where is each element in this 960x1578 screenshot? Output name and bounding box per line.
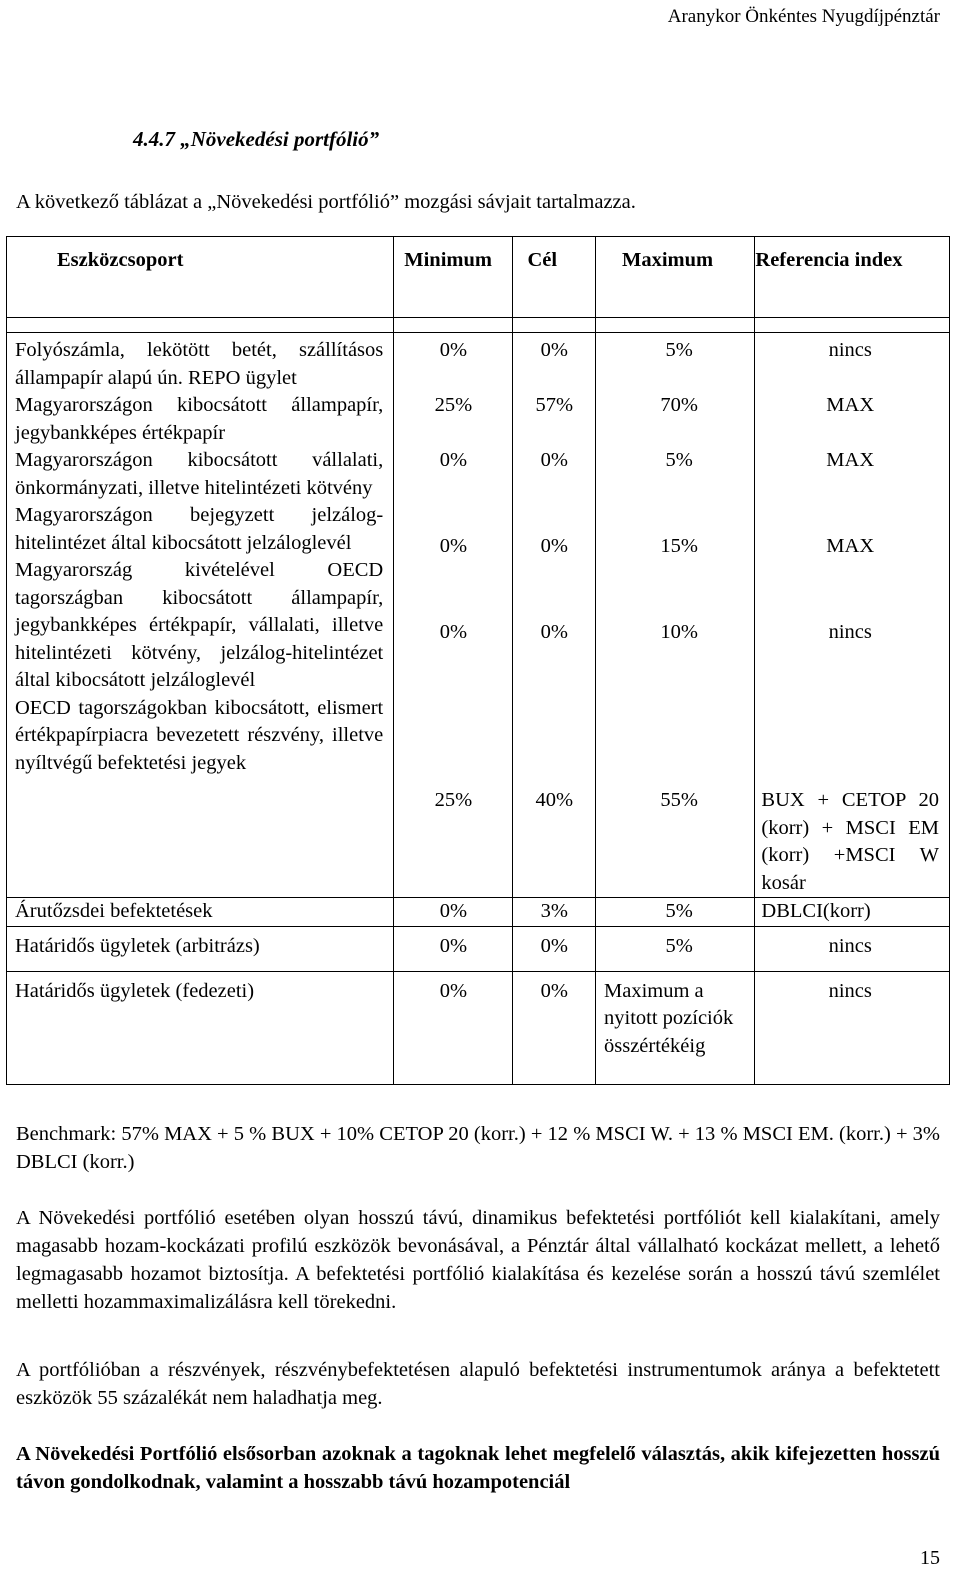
header-maximum: Maximum <box>596 237 755 318</box>
benchmark-text: Benchmark: 57% MAX + 5 % BUX + 10% CETOP 20 (korr.) + 12 % MSCI W. + 13 % MSCI EM. (korr.) + 3% DBLCI (korr.) <box>16 1123 940 1173</box>
index-cell: MAX <box>826 449 875 471</box>
table-header-row <box>7 237 950 318</box>
header-target: Cél <box>513 237 596 318</box>
index-cell: nincs <box>828 339 872 361</box>
max-cell: 10% <box>660 621 698 643</box>
asset-cell: Magyarországon kibocsátott vállalati, önkormányzati, illetve hitelintézeti kötvény <box>15 449 384 499</box>
target-cell: 0% <box>540 621 568 643</box>
max-cells <box>596 333 755 898</box>
min-cell: 0% <box>439 621 468 643</box>
page-number: 15 <box>920 1547 940 1569</box>
asset-cell: Folyószámla, lekötött betét, szállításos állampapír alapú ún. REPO ügylet <box>15 339 384 389</box>
max-cell: 5% <box>665 449 693 471</box>
allocation-table <box>6 236 950 1085</box>
section-heading: 4.4.7 „Növekedési portfólió” <box>133 127 380 151</box>
target-cell: 3% <box>513 898 596 927</box>
index-cell: nincs <box>755 971 950 1084</box>
target-cell: 0% <box>513 926 596 971</box>
table-row <box>7 971 950 1084</box>
asset-cell: Határidős ügyletek (fedezeti) <box>7 971 394 1084</box>
max-cell: 5% <box>596 926 755 971</box>
max-cell: 15% <box>660 535 698 557</box>
asset-cell: Magyarországon kibocsátott állampapír, jegybankképes értékpapír <box>15 394 384 444</box>
paragraph-strategy: A Növekedési portfólió esetében olyan hosszú távú, dinamikus befektetési portfóliót kell kialakítani, amely magasabb hozam-kockázati profilú eszközök bevonásával, a Pénztár által vállalható kockázat mellett, a lehető legmagasabb hozamot biztosítja. A befektetési portfólió kialakítása és kezelése során a hosszú távú szemlélet melletti hozammaximalizálásra kell törekedni. <box>16 1207 940 1313</box>
asset-cells <box>7 333 394 898</box>
header-asset: Eszközcsoport <box>7 237 394 318</box>
target-cell: 0% <box>540 449 568 471</box>
min-cell: 0% <box>439 449 468 471</box>
min-cell: 0% <box>394 926 513 971</box>
asset-cell: Árutőzsdei befektetések <box>7 898 394 927</box>
header-minimum: Minimum <box>394 237 513 318</box>
target-cell: 0% <box>513 971 596 1084</box>
max-cell: Maximum a nyitott pozíciók összértékéig <box>596 971 755 1084</box>
max-cell: 70% <box>660 394 698 416</box>
target-cell: 0% <box>540 339 568 361</box>
asset-cell: OECD tagországokban kibocsátott, elismert értékpapírpiacra bevezetett részvény, illetve nyíltvégű befektetési jegyek <box>15 696 384 774</box>
asset-cell: Magyarországon bejegyzett jelzálog-hitelintézet által kibocsátott jelzáloglevél <box>15 504 384 554</box>
max-cell: 5% <box>596 898 755 927</box>
document-header: Aranykor Önkéntes Nyugdíjpénztár <box>667 6 940 27</box>
min-cell: 25% <box>434 789 473 811</box>
asset-cell: Határidős ügyletek (arbitrázs) <box>7 926 394 971</box>
min-cells <box>394 333 513 898</box>
index-cell: MAX <box>826 394 875 416</box>
paragraph-target-members: A Növekedési Portfólió elsősorban azoknak a tagoknak lehet megfelelő választás, akik kifejezetten hosszú távon gondolkodnak, valamint a hosszabb távú hozampotenciál <box>16 1443 940 1493</box>
paragraph-equity-limit: A portfólióban a részvények, részvénybefektetésen alapuló befektetési instrumentumok aránya a befektetett eszközök 55 százalékát nem haladhatja meg. <box>16 1359 940 1409</box>
table-row <box>7 898 950 927</box>
min-cell: 0% <box>394 971 513 1084</box>
asset-cell: Magyarország kivételével OECD tagországban kibocsátott állampapír, jegybankképes értékpapír, vállalati, illetve hitelintézeti kötvény, jelzálog-hitelintézet által kibocsátott jelzáloglevél <box>15 559 384 691</box>
min-cell: 0% <box>439 535 468 557</box>
index-cells <box>755 333 950 898</box>
index-cell: MAX <box>826 535 875 557</box>
table-row <box>7 926 950 971</box>
table-row-group <box>7 333 950 898</box>
target-cells <box>513 333 596 898</box>
header-index: Referencia index <box>755 237 950 318</box>
max-cell: 55% <box>660 789 698 811</box>
index-cell: BUX + CETOP 20 (korr) + MSCI EM (korr) +MSCI W kosár <box>761 789 939 894</box>
min-cell: 0% <box>394 898 513 927</box>
index-cell: nincs <box>755 926 950 971</box>
target-cell: 57% <box>535 394 574 416</box>
index-cell: DBLCI(korr) <box>755 898 950 927</box>
target-cell: 40% <box>535 789 574 811</box>
target-cell: 0% <box>540 535 568 557</box>
min-cell: 25% <box>434 394 473 416</box>
table-spacer-row <box>7 318 950 333</box>
min-cell: 0% <box>439 339 468 361</box>
intro-text: A következő táblázat a „Növekedési portfólió” mozgási sávjait tartalmazza. <box>16 191 636 213</box>
max-cell: 5% <box>665 339 693 361</box>
index-cell: nincs <box>828 621 872 643</box>
